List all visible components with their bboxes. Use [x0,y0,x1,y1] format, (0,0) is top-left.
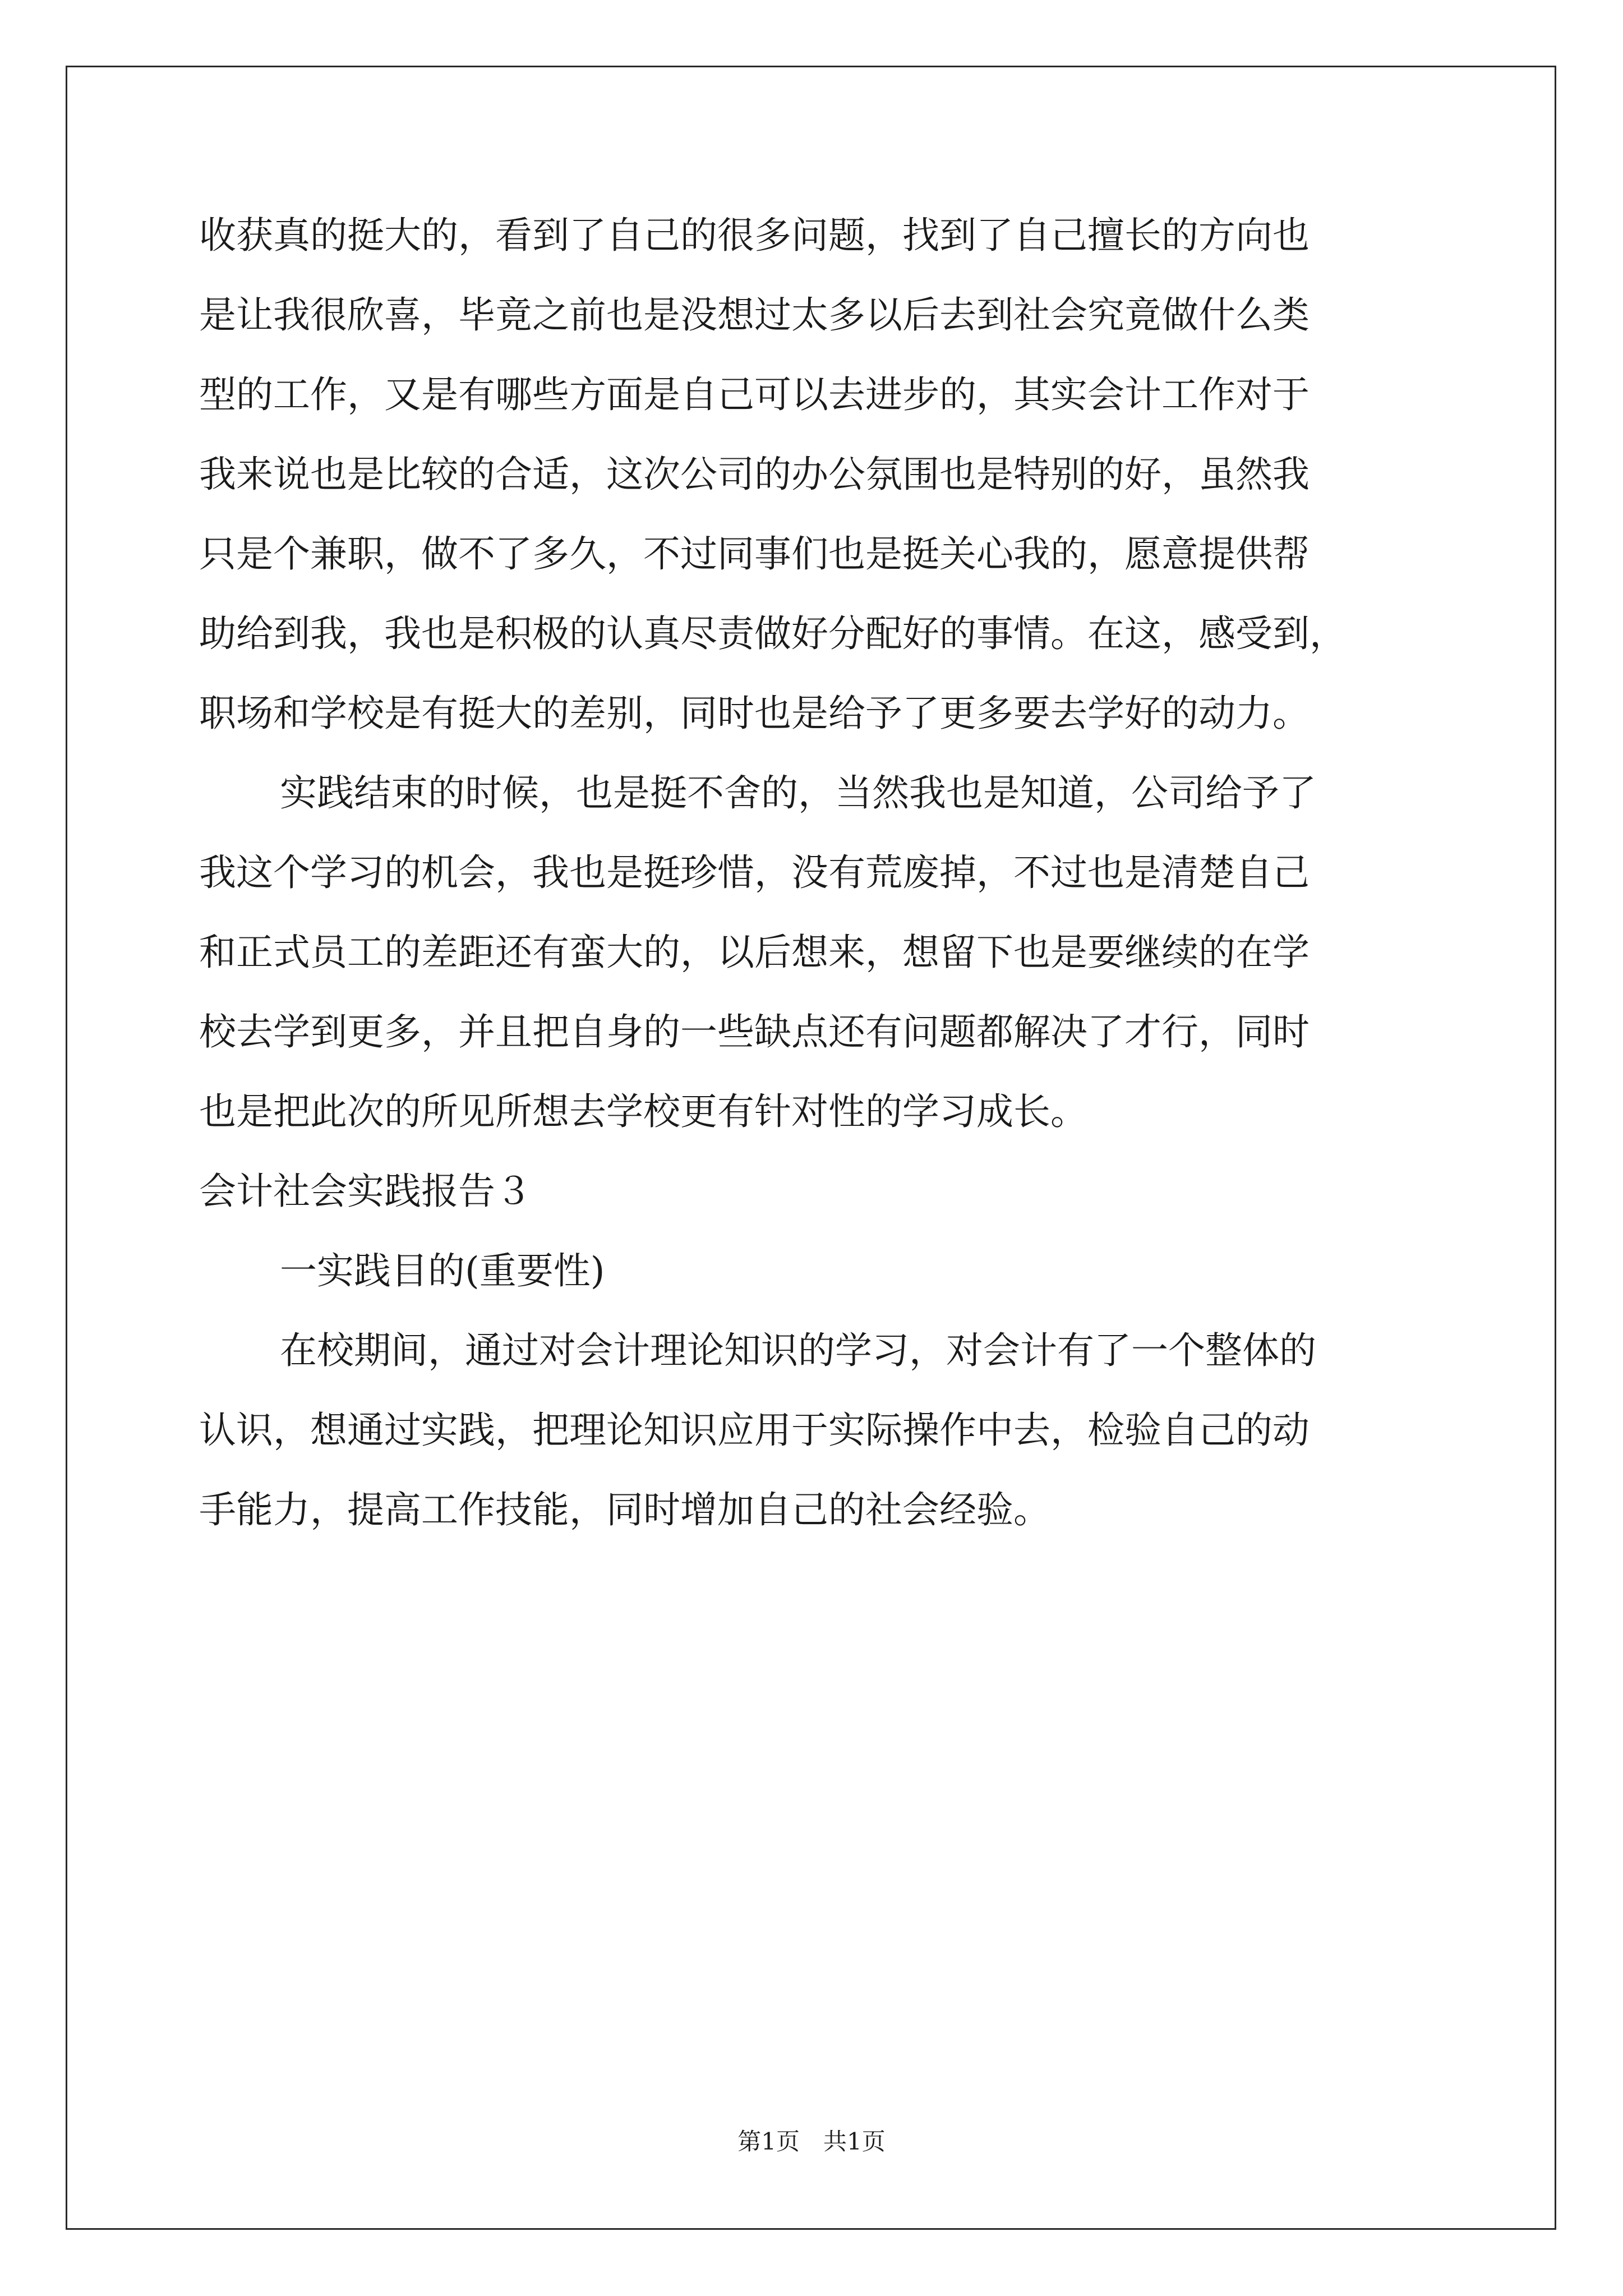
text-line: 也是把此次的所见所想去学校更有针对性的学习成长。 [199,1090,1087,1133]
text-line: 我这个学习的机会，我也是挺珍惜，没有荒废掉，不过也是清楚自己 [199,851,1310,894]
subheading: 一实践目的(重要性) [280,1249,605,1292]
text-line: 认识，想通过实践，把理论知识应用于实际操作中去，检验自己的动 [199,1409,1310,1452]
text-line: 助给到我，我也是积极的认真尽责做好分配好的事情。在这，感受到， [199,612,1347,655]
text-line: 只是个兼职，做不了多久，不过同事们也是挺关心我的，愿意提供帮 [199,532,1310,576]
text-line: 在校期间，通过对会计理论知识的学习，对会计有了一个整体的 [280,1329,1316,1372]
text-line: 和正式员工的差距还有蛮大的，以后想来，想留下也是要继续的在学 [199,931,1310,974]
text-line: 我来说也是比较的合适，这次公司的办公氛围也是特别的好，虽然我 [199,453,1310,496]
text-line: 职场和学校是有挺大的差别，同时也是给予了更多要去学好的动力。 [199,692,1310,735]
page-number: 第1页 共1页 [737,2128,886,2155]
text-line: 收获真的挺大的，看到了自己的很多问题，找到了自己擅长的方向也 [199,214,1310,257]
text-line: 校去学到更多，并且把自身的一些缺点还有问题都解决了才行，同时 [199,1010,1310,1053]
page-footer [0,2128,1623,2156]
text-line: 型的工作，又是有哪些方面是自己可以去进步的，其实会计工作对于 [199,373,1310,416]
text-line: 手能力，提高工作技能，同时增加自己的社会经验。 [199,1488,1050,1531]
text-line: 是让我很欣喜，毕竟之前也是没想过太多以后去到社会究竟做什么类 [199,293,1310,337]
section-title: 会计社会实践报告３ [199,1170,532,1213]
text-line: 实践结束的时候，也是挺不舍的，当然我也是知道，公司给予了 [280,771,1316,815]
